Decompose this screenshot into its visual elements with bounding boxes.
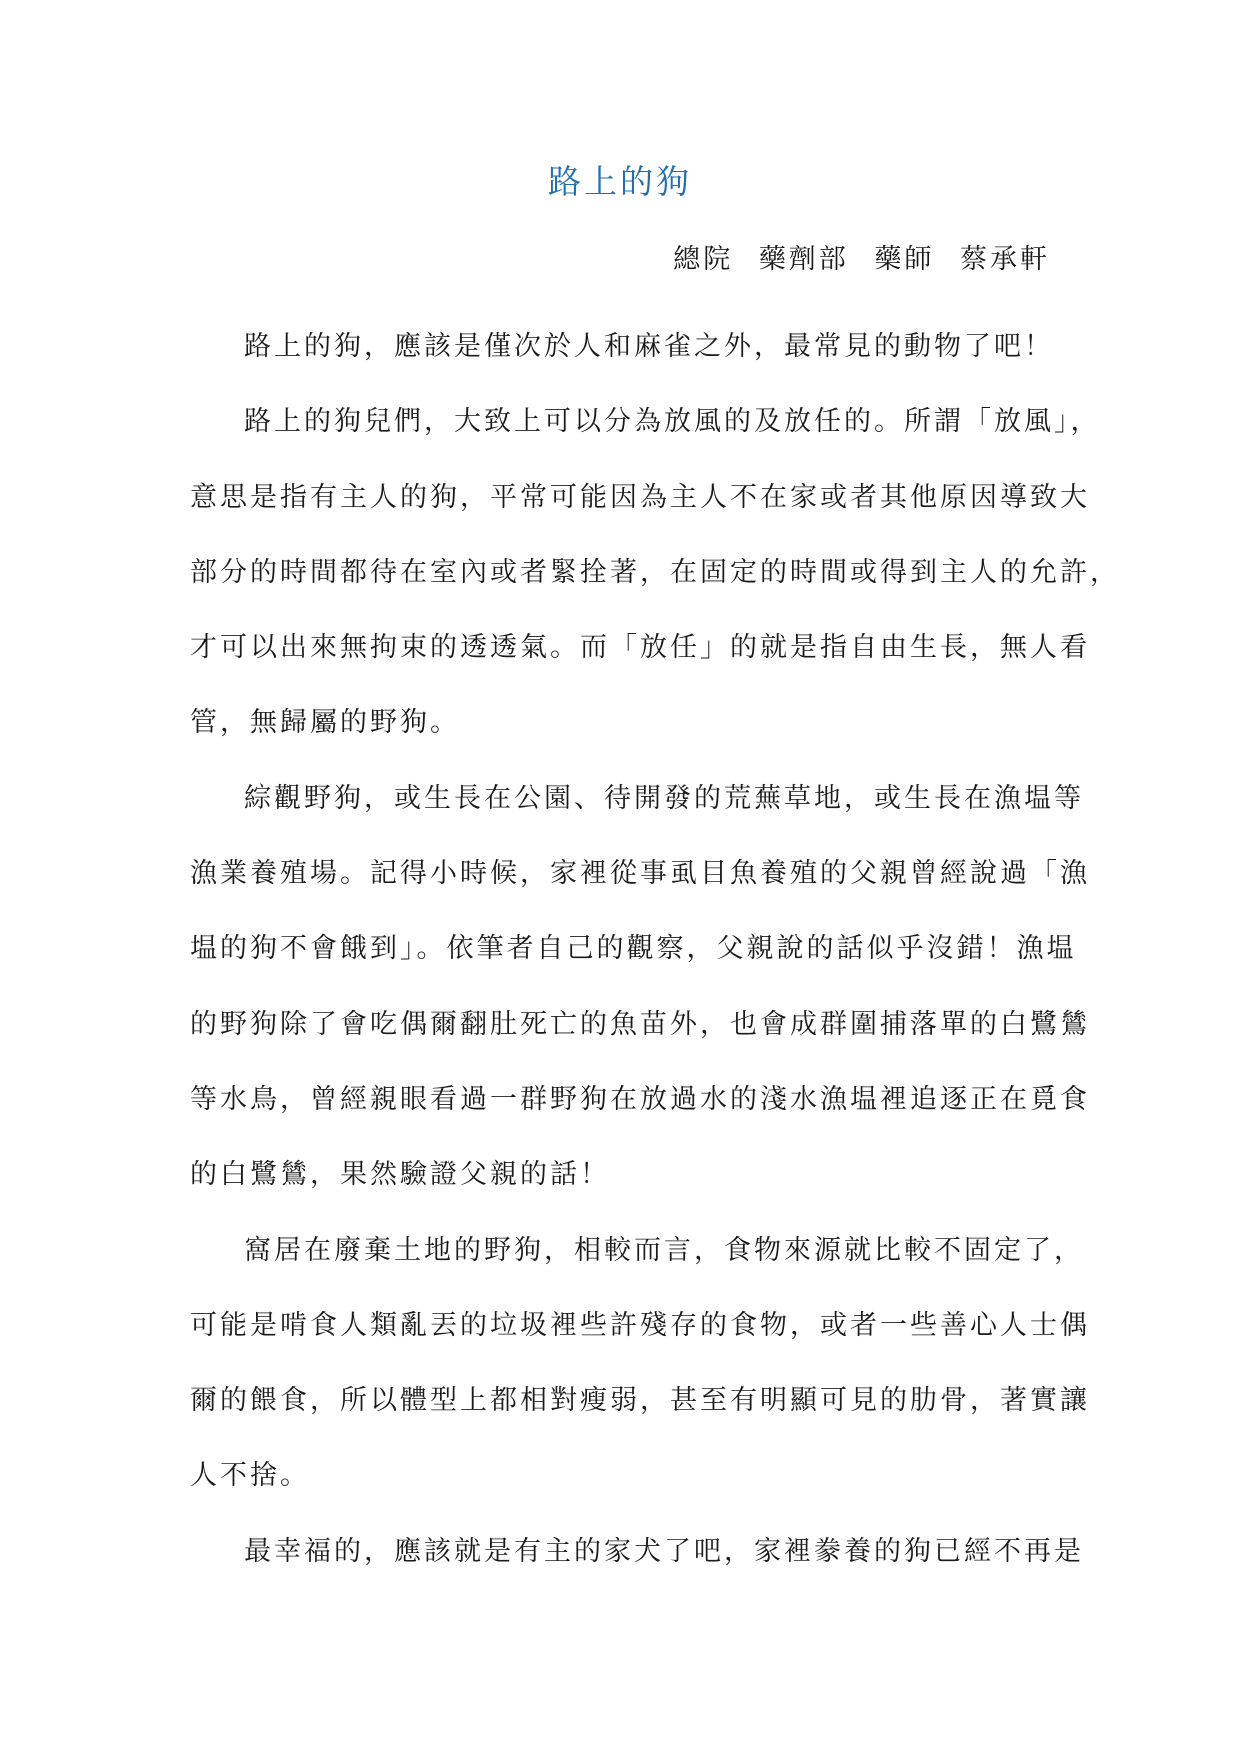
paragraph-line: 爾的餵食，所以體型上都相對瘦弱，甚至有明顯可見的肋骨，著實讓 <box>190 1385 1090 1417</box>
paragraph <box>190 309 1054 384</box>
paragraph-line: 的白鷺鷥，果然驗證父親的話！ <box>190 1159 610 1191</box>
paragraph-line: 窩居在廢棄土地的野狗，相較而言，食物來源就比較不固定了， <box>244 1234 1084 1266</box>
paragraph-line: 人不捨。 <box>190 1460 310 1492</box>
author-role: 藥師 <box>874 244 935 275</box>
paragraph-line: 部分的時間都待在室內或者緊拴著，在固定的時間或得到主人的允許， <box>190 556 1120 588</box>
paragraph-line: 路上的狗，應該是僅次於人和麻雀之外，最常見的動物了吧！ <box>244 331 1054 362</box>
paragraph <box>190 1514 1084 1589</box>
paragraph-line: 塭的狗不會餓到」。依筆者自己的觀察，父親說的話似乎沒錯！漁塭 <box>190 933 1077 965</box>
article-body <box>190 309 1120 1589</box>
author-department: 藥劑部 <box>758 244 849 275</box>
paragraph-line: 等水鳥，曾經親眼看過一群野狗在放過水的淺水漁塭裡追逐正在覓食 <box>190 1083 1090 1115</box>
paragraph-line: 最幸福的，應該就是有主的家犬了吧，家裡豢養的狗已經不再是 <box>244 1535 1084 1567</box>
paragraph-line: 路上的狗兒們，大致上可以分為放風的及放任的。所謂「放風」， <box>244 406 1101 438</box>
page-title: 路上的狗 <box>548 162 692 201</box>
author-name: 蔡承軒 <box>960 244 1050 275</box>
paragraph-line: 管，無歸屬的野狗。 <box>190 707 460 739</box>
paragraph-line: 可能是啃食人類亂丟的垃圾裡些許殘存的食物，或者一些善心人士偶 <box>190 1309 1090 1341</box>
paragraph <box>190 384 1120 760</box>
paragraph-line: 綜觀野狗，或生長在公園、待開發的荒蕪草地，或生長在漁塭等 <box>244 782 1084 814</box>
author-department-hospital: 總院 <box>673 244 734 275</box>
paragraph-line: 意思是指有主人的狗，平常可能因為主人不在家或者其他原因導致大 <box>190 481 1090 513</box>
paragraph-line: 的野狗除了會吃偶爾翻肚死亡的魚苗外，也會成群圍捕落單的白鷺鷥 <box>190 1008 1090 1040</box>
paragraph-line: 漁業養殖場。記得小時候，家裡從事虱目魚養殖的父親曾經說過「漁 <box>190 858 1090 890</box>
paragraph <box>190 761 1090 1213</box>
paragraph <box>190 1213 1090 1514</box>
paragraph-line: 才可以出來無拘束的透透氣。而「放任」的就是指自由生長，無人看 <box>190 632 1090 664</box>
author-line <box>673 240 1050 280</box>
